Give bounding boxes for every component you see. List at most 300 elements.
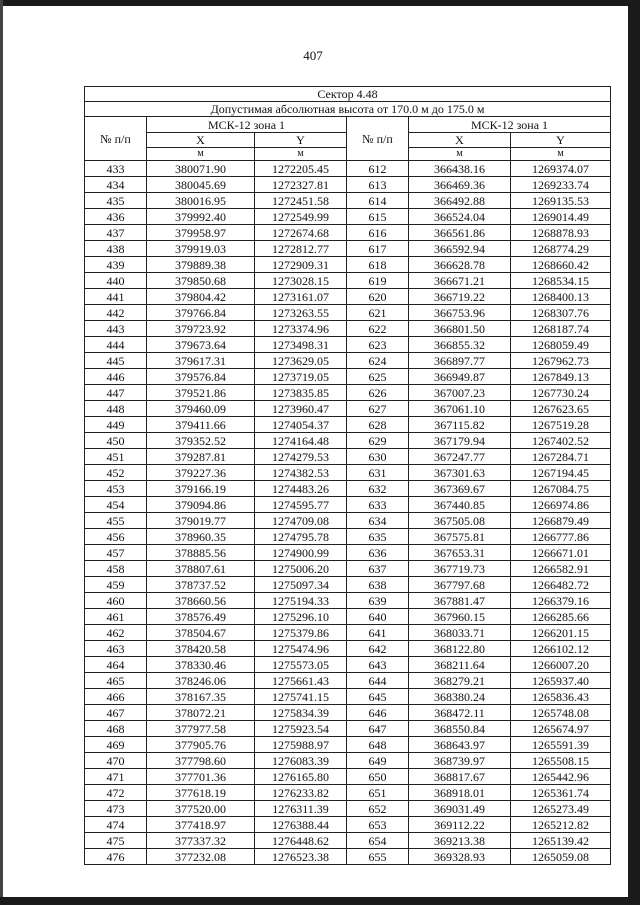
point-num-right: 638 <box>347 577 409 593</box>
x-right: 367505.08 <box>409 513 511 529</box>
point-num-left: 444 <box>85 337 147 353</box>
y-left: 1272451.58 <box>255 193 347 209</box>
point-num-right: 647 <box>347 721 409 737</box>
point-num-left: 464 <box>85 657 147 673</box>
point-num-right: 651 <box>347 785 409 801</box>
y-right: 1269374.07 <box>511 161 611 177</box>
point-num-left: 441 <box>85 289 147 305</box>
unit-x-left: м <box>147 148 255 161</box>
x-left: 379992.40 <box>147 209 255 225</box>
table-row <box>85 337 611 353</box>
point-num-right: 643 <box>347 657 409 673</box>
x-left: 378576.49 <box>147 609 255 625</box>
point-num-right: 623 <box>347 337 409 353</box>
point-num-left: 435 <box>85 193 147 209</box>
x-right: 367797.68 <box>409 577 511 593</box>
x-left: 379850.68 <box>147 273 255 289</box>
point-num-right: 639 <box>347 593 409 609</box>
table-row <box>85 609 611 625</box>
point-num-right: 650 <box>347 769 409 785</box>
table-row <box>85 401 611 417</box>
y-right: 1266201.15 <box>511 625 611 641</box>
point-num-right: 619 <box>347 273 409 289</box>
y-left: 1275296.10 <box>255 609 347 625</box>
point-num-right: 633 <box>347 497 409 513</box>
table-row <box>85 177 611 193</box>
point-num-left: 461 <box>85 609 147 625</box>
y-right: 1265139.42 <box>511 833 611 849</box>
table-row <box>85 321 611 337</box>
y-left: 1276165.80 <box>255 769 347 785</box>
y-left: 1273498.31 <box>255 337 347 353</box>
table-row <box>85 433 611 449</box>
y-left: 1276448.62 <box>255 833 347 849</box>
x-left: 380016.95 <box>147 193 255 209</box>
y-left: 1275988.97 <box>255 737 347 753</box>
x-right: 369031.49 <box>409 801 511 817</box>
point-num-left: 463 <box>85 641 147 657</box>
y-right: 1266671.01 <box>511 545 611 561</box>
scan-edge-bottom <box>0 897 640 905</box>
point-num-right: 653 <box>347 817 409 833</box>
height-range: Допустимая абсолютная высота от 170.0 м до 175.0 м <box>85 102 611 117</box>
scan-edge-left <box>0 0 3 905</box>
table-row <box>85 385 611 401</box>
x-right: 367719.73 <box>409 561 511 577</box>
col-header-x-left: X <box>147 133 255 148</box>
point-num-left: 473 <box>85 801 147 817</box>
point-num-left: 466 <box>85 689 147 705</box>
y-left: 1272674.68 <box>255 225 347 241</box>
y-left: 1272549.99 <box>255 209 347 225</box>
y-right: 1269135.53 <box>511 193 611 209</box>
point-num-right: 652 <box>347 801 409 817</box>
point-num-right: 636 <box>347 545 409 561</box>
point-num-left: 450 <box>85 433 147 449</box>
x-left: 377520.00 <box>147 801 255 817</box>
x-right: 367007.23 <box>409 385 511 401</box>
table-row <box>85 193 611 209</box>
x-left: 377337.32 <box>147 833 255 849</box>
y-right: 1267849.13 <box>511 369 611 385</box>
point-num-right: 654 <box>347 833 409 849</box>
table-row <box>85 465 611 481</box>
y-right: 1269014.49 <box>511 209 611 225</box>
table-row <box>85 817 611 833</box>
point-num-right: 637 <box>347 561 409 577</box>
y-right: 1267962.73 <box>511 353 611 369</box>
point-num-left: 452 <box>85 465 147 481</box>
unit-x-right: м <box>409 148 511 161</box>
x-left: 378885.56 <box>147 545 255 561</box>
x-left: 378960.35 <box>147 529 255 545</box>
point-num-right: 622 <box>347 321 409 337</box>
y-right: 1265442.96 <box>511 769 611 785</box>
y-right: 1267730.24 <box>511 385 611 401</box>
x-right: 366492.88 <box>409 193 511 209</box>
y-left: 1273374.96 <box>255 321 347 337</box>
point-num-right: 625 <box>347 369 409 385</box>
x-left: 378167.35 <box>147 689 255 705</box>
point-num-right: 649 <box>347 753 409 769</box>
x-left: 378807.61 <box>147 561 255 577</box>
y-right: 1268400.13 <box>511 289 611 305</box>
y-left: 1276083.39 <box>255 753 347 769</box>
point-num-right: 617 <box>347 241 409 257</box>
point-num-right: 613 <box>347 177 409 193</box>
table-row <box>85 641 611 657</box>
point-num-left: 471 <box>85 769 147 785</box>
x-right: 367653.31 <box>409 545 511 561</box>
x-left: 379919.03 <box>147 241 255 257</box>
x-left: 379227.36 <box>147 465 255 481</box>
y-right: 1265836.43 <box>511 689 611 705</box>
y-right: 1266879.49 <box>511 513 611 529</box>
x-right: 368211.64 <box>409 657 511 673</box>
table-row <box>85 257 611 273</box>
x-right: 368472.11 <box>409 705 511 721</box>
point-num-left: 434 <box>85 177 147 193</box>
x-left: 379766.84 <box>147 305 255 321</box>
point-num-left: 457 <box>85 545 147 561</box>
table-row <box>85 273 611 289</box>
point-num-right: 620 <box>347 289 409 305</box>
point-num-right: 641 <box>347 625 409 641</box>
point-num-left: 456 <box>85 529 147 545</box>
table-row <box>85 689 611 705</box>
point-num-left: 458 <box>85 561 147 577</box>
x-left: 377798.60 <box>147 753 255 769</box>
y-left: 1276523.38 <box>255 849 347 865</box>
y-right: 1267284.71 <box>511 449 611 465</box>
x-left: 379617.31 <box>147 353 255 369</box>
table-row <box>85 241 611 257</box>
y-left: 1276233.82 <box>255 785 347 801</box>
y-right: 1266582.91 <box>511 561 611 577</box>
y-left: 1274595.77 <box>255 497 347 513</box>
x-right: 368279.21 <box>409 673 511 689</box>
y-left: 1274795.78 <box>255 529 347 545</box>
point-num-right: 646 <box>347 705 409 721</box>
x-left: 379521.86 <box>147 385 255 401</box>
y-right: 1265508.15 <box>511 753 611 769</box>
point-num-left: 447 <box>85 385 147 401</box>
y-left: 1275379.86 <box>255 625 347 641</box>
col-header-num-right: № п/п <box>347 117 409 161</box>
y-right: 1266974.86 <box>511 497 611 513</box>
x-left: 379804.42 <box>147 289 255 305</box>
col-header-num-left: № п/п <box>85 117 147 161</box>
x-left: 379352.52 <box>147 433 255 449</box>
x-right: 367115.82 <box>409 417 511 433</box>
x-left: 379723.92 <box>147 321 255 337</box>
x-right: 368550.84 <box>409 721 511 737</box>
y-right: 1267623.65 <box>511 401 611 417</box>
y-right: 1265674.97 <box>511 721 611 737</box>
x-right: 366753.96 <box>409 305 511 321</box>
col-header-x-right: X <box>409 133 511 148</box>
point-num-right: 615 <box>347 209 409 225</box>
x-right: 366592.94 <box>409 241 511 257</box>
y-right: 1265748.08 <box>511 705 611 721</box>
col-header-y-right: Y <box>511 133 611 148</box>
table-row <box>85 801 611 817</box>
y-left: 1273719.05 <box>255 369 347 385</box>
x-left: 377701.36 <box>147 769 255 785</box>
unit-y-left: м <box>255 148 347 161</box>
point-num-left: 449 <box>85 417 147 433</box>
table-row <box>85 785 611 801</box>
x-left: 377418.97 <box>147 817 255 833</box>
point-num-left: 465 <box>85 673 147 689</box>
x-right: 366438.16 <box>409 161 511 177</box>
x-right: 367301.63 <box>409 465 511 481</box>
table-row <box>85 721 611 737</box>
point-num-left: 439 <box>85 257 147 273</box>
y-right: 1268307.76 <box>511 305 611 321</box>
y-left: 1273028.15 <box>255 273 347 289</box>
x-right: 368817.67 <box>409 769 511 785</box>
point-num-left: 470 <box>85 753 147 769</box>
x-right: 367179.94 <box>409 433 511 449</box>
x-left: 378737.52 <box>147 577 255 593</box>
x-left: 378330.46 <box>147 657 255 673</box>
table-row <box>85 593 611 609</box>
point-num-right: 629 <box>347 433 409 449</box>
point-num-left: 474 <box>85 817 147 833</box>
x-right: 369328.93 <box>409 849 511 865</box>
table-row <box>85 449 611 465</box>
y-left: 1275474.96 <box>255 641 347 657</box>
x-right: 367247.77 <box>409 449 511 465</box>
point-num-left: 438 <box>85 241 147 257</box>
y-left: 1275573.05 <box>255 657 347 673</box>
table-row <box>85 225 611 241</box>
y-right: 1266482.72 <box>511 577 611 593</box>
table-row <box>85 353 611 369</box>
point-num-right: 634 <box>347 513 409 529</box>
y-left: 1275097.34 <box>255 577 347 593</box>
table-row <box>85 657 611 673</box>
y-left: 1273960.47 <box>255 401 347 417</box>
y-right: 1268187.74 <box>511 321 611 337</box>
y-left: 1272205.45 <box>255 161 347 177</box>
table-body <box>85 161 611 865</box>
x-right: 367960.15 <box>409 609 511 625</box>
x-left: 379166.19 <box>147 481 255 497</box>
point-num-left: 469 <box>85 737 147 753</box>
x-right: 369213.38 <box>409 833 511 849</box>
y-right: 1267519.28 <box>511 417 611 433</box>
y-right: 1265361.74 <box>511 785 611 801</box>
point-num-left: 468 <box>85 721 147 737</box>
x-right: 368380.24 <box>409 689 511 705</box>
point-num-right: 628 <box>347 417 409 433</box>
y-left: 1275741.15 <box>255 689 347 705</box>
table-row <box>85 305 611 321</box>
table-row <box>85 737 611 753</box>
x-right: 368033.71 <box>409 625 511 641</box>
x-right: 366469.36 <box>409 177 511 193</box>
x-left: 377905.76 <box>147 737 255 753</box>
table-row <box>85 369 611 385</box>
x-left: 379019.77 <box>147 513 255 529</box>
sector-title: Сектор 4.48 <box>85 87 611 102</box>
y-left: 1275661.43 <box>255 673 347 689</box>
y-right: 1266379.16 <box>511 593 611 609</box>
x-right: 366719.22 <box>409 289 511 305</box>
point-num-left: 459 <box>85 577 147 593</box>
point-num-left: 433 <box>85 161 147 177</box>
x-right: 366949.87 <box>409 369 511 385</box>
x-right: 366561.86 <box>409 225 511 241</box>
table-row <box>85 209 611 225</box>
table-row <box>85 849 611 865</box>
y-left: 1275194.33 <box>255 593 347 609</box>
x-right: 366897.77 <box>409 353 511 369</box>
point-num-right: 631 <box>347 465 409 481</box>
y-right: 1266777.86 <box>511 529 611 545</box>
y-right: 1266007.20 <box>511 657 611 673</box>
y-right: 1265059.08 <box>511 849 611 865</box>
y-left: 1272909.31 <box>255 257 347 273</box>
x-left: 378246.06 <box>147 673 255 689</box>
y-left: 1273835.85 <box>255 385 347 401</box>
x-right: 367369.67 <box>409 481 511 497</box>
unit-y-right: м <box>511 148 611 161</box>
y-right: 1267084.75 <box>511 481 611 497</box>
point-num-right: 627 <box>347 401 409 417</box>
x-left: 377232.08 <box>147 849 255 865</box>
y-right: 1265937.40 <box>511 673 611 689</box>
x-left: 378072.21 <box>147 705 255 721</box>
y-right: 1266285.66 <box>511 609 611 625</box>
point-num-left: 467 <box>85 705 147 721</box>
x-right: 366524.04 <box>409 209 511 225</box>
y-left: 1274709.08 <box>255 513 347 529</box>
x-right: 367881.47 <box>409 593 511 609</box>
table-row <box>85 545 611 561</box>
point-num-right: 635 <box>347 529 409 545</box>
x-left: 379673.64 <box>147 337 255 353</box>
point-num-right: 618 <box>347 257 409 273</box>
y-right: 1268660.42 <box>511 257 611 273</box>
x-right: 366801.50 <box>409 321 511 337</box>
point-num-right: 642 <box>347 641 409 657</box>
y-left: 1275006.20 <box>255 561 347 577</box>
y-left: 1276388.44 <box>255 817 347 833</box>
x-left: 379094.86 <box>147 497 255 513</box>
x-right: 366855.32 <box>409 337 511 353</box>
point-num-left: 472 <box>85 785 147 801</box>
x-right: 367575.81 <box>409 529 511 545</box>
point-num-right: 645 <box>347 689 409 705</box>
y-right: 1268059.49 <box>511 337 611 353</box>
scan-edge-top <box>0 0 640 6</box>
point-num-left: 454 <box>85 497 147 513</box>
y-right: 1265591.39 <box>511 737 611 753</box>
table-row <box>85 577 611 593</box>
x-left: 378420.58 <box>147 641 255 657</box>
table-row <box>85 161 611 177</box>
table-row <box>85 561 611 577</box>
scan-edge-right <box>628 0 640 905</box>
page-number: 407 <box>303 48 323 63</box>
y-left: 1273629.05 <box>255 353 347 369</box>
coordinates-table <box>84 86 611 865</box>
point-num-left: 440 <box>85 273 147 289</box>
point-num-right: 614 <box>347 193 409 209</box>
point-num-right: 630 <box>347 449 409 465</box>
table-row <box>85 705 611 721</box>
point-num-left: 475 <box>85 833 147 849</box>
y-right: 1267402.52 <box>511 433 611 449</box>
x-left: 377618.19 <box>147 785 255 801</box>
x-left: 379460.09 <box>147 401 255 417</box>
table-row <box>85 289 611 305</box>
point-num-right: 644 <box>347 673 409 689</box>
y-left: 1274900.99 <box>255 545 347 561</box>
x-right: 367061.10 <box>409 401 511 417</box>
x-right: 368122.80 <box>409 641 511 657</box>
y-left: 1272812.77 <box>255 241 347 257</box>
y-left: 1274279.53 <box>255 449 347 465</box>
point-num-right: 621 <box>347 305 409 321</box>
y-right: 1269233.74 <box>511 177 611 193</box>
x-right: 366671.21 <box>409 273 511 289</box>
point-num-right: 640 <box>347 609 409 625</box>
point-num-left: 437 <box>85 225 147 241</box>
table-row <box>85 625 611 641</box>
zone-header-left: МСК-12 зона 1 <box>147 117 347 133</box>
point-num-right: 648 <box>347 737 409 753</box>
x-left: 378504.67 <box>147 625 255 641</box>
point-num-right: 616 <box>347 225 409 241</box>
x-right: 369112.22 <box>409 817 511 833</box>
x-left: 377977.58 <box>147 721 255 737</box>
zone-header-right: МСК-12 зона 1 <box>409 117 611 133</box>
point-num-left: 455 <box>85 513 147 529</box>
point-num-left: 443 <box>85 321 147 337</box>
point-num-right: 626 <box>347 385 409 401</box>
x-right: 368918.01 <box>409 785 511 801</box>
table-row <box>85 513 611 529</box>
point-num-left: 460 <box>85 593 147 609</box>
point-num-left: 448 <box>85 401 147 417</box>
table-row <box>85 833 611 849</box>
x-left: 379411.66 <box>147 417 255 433</box>
point-num-right: 655 <box>347 849 409 865</box>
point-num-left: 446 <box>85 369 147 385</box>
x-left: 380045.69 <box>147 177 255 193</box>
y-left: 1276311.39 <box>255 801 347 817</box>
point-num-left: 462 <box>85 625 147 641</box>
table-row <box>85 673 611 689</box>
y-right: 1268774.29 <box>511 241 611 257</box>
x-left: 379889.38 <box>147 257 255 273</box>
point-num-right: 612 <box>347 161 409 177</box>
y-left: 1272327.81 <box>255 177 347 193</box>
x-right: 368739.97 <box>409 753 511 769</box>
table-row <box>85 769 611 785</box>
y-left: 1274054.37 <box>255 417 347 433</box>
y-right: 1265273.49 <box>511 801 611 817</box>
x-right: 368643.97 <box>409 737 511 753</box>
y-left: 1274483.26 <box>255 481 347 497</box>
point-num-left: 436 <box>85 209 147 225</box>
point-num-left: 445 <box>85 353 147 369</box>
x-left: 379287.81 <box>147 449 255 465</box>
